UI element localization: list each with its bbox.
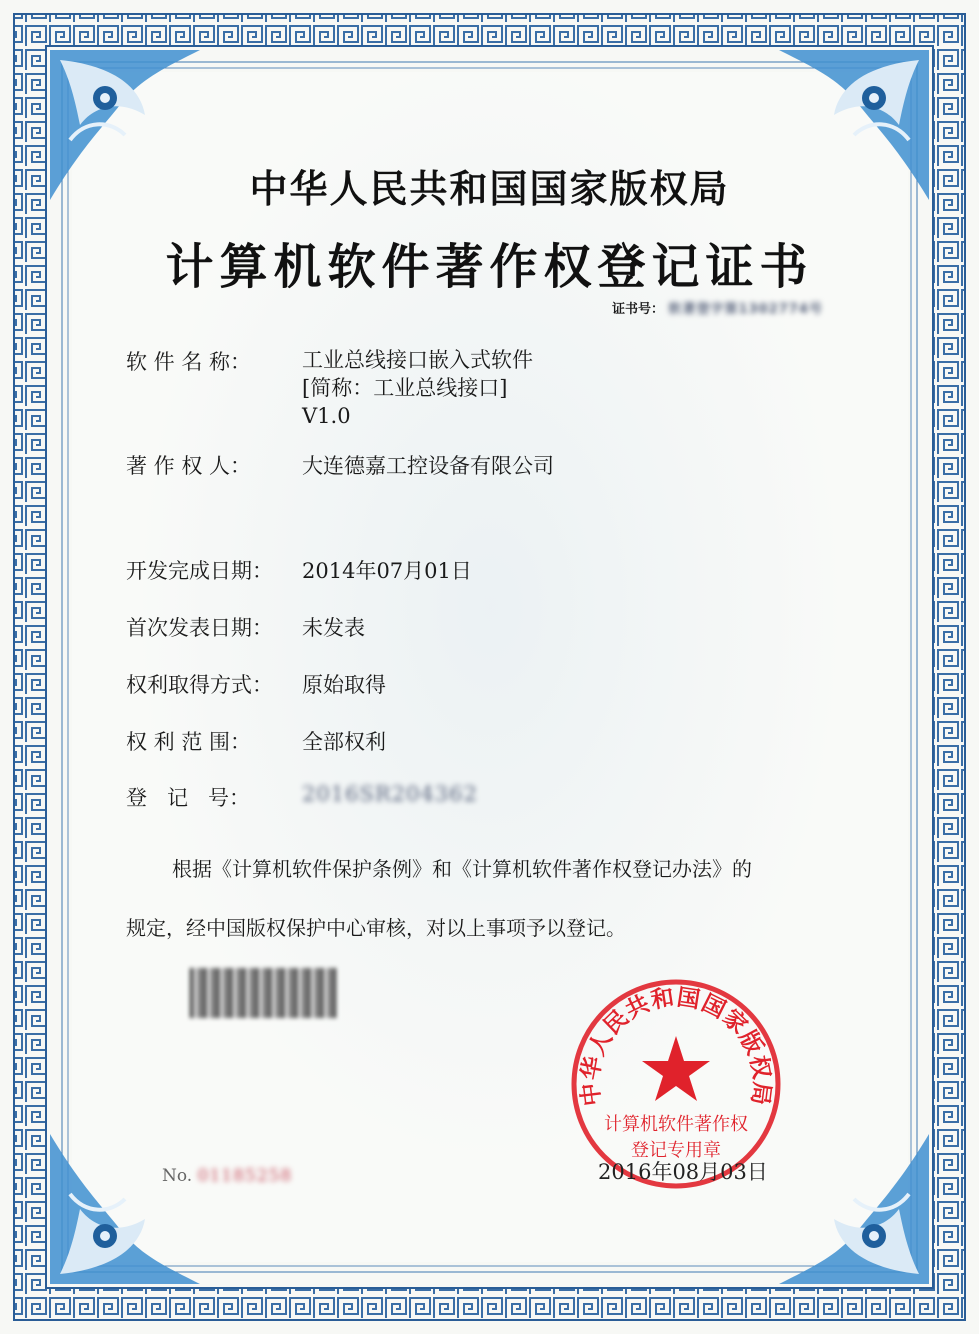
issue-date: 2016年08月03日 [598,1160,768,1184]
field-acquisition-method [126,669,386,699]
field-label: 权利取得方式： [126,673,273,697]
certificate-number [612,298,823,317]
field-first-publication-date [126,612,365,642]
certificate-number-value: 软著登字第1302774号 [668,302,823,317]
statement-line-1: 根据《计算机软件保护条例》和《计算机软件著作权登记办法》的 [172,857,752,881]
completion-date: 2014年07月01日 [302,559,472,583]
field-label: 著 作 权 人： [126,454,252,478]
first-publication-date: 未发表 [302,616,365,640]
certificate-title: 计算机软件著作权登记证书 [165,239,814,295]
software-version: V1.0 [302,404,351,428]
certificate-number-label: 证书号： [612,302,665,317]
field-software-name [126,346,533,430]
field-label: 首次发表日期： [126,616,273,640]
field-completion-date [126,555,472,585]
field-rights-scope [126,726,386,756]
field-label: 软 件 名 称： [126,350,252,374]
registration-number: 2016SR204362 [302,782,478,806]
acquisition-method: 原始取得 [302,673,386,697]
field-label: 开发完成日期： [126,559,273,583]
field-copyright-owner [126,450,554,480]
software-name: 工业总线接口嵌入式软件 [302,348,533,372]
serial-prefix: No. [162,1166,193,1186]
statement-line-2: 规定，经中国版权保护中心审核，对以上事项予以登记。 [126,916,626,940]
issuer-heading: 中华人民共和国国家版权局 [249,167,730,211]
rights-scope: 全部权利 [302,730,386,754]
corner-ornament-bottom-left [50,1134,200,1284]
software-short-name: [简称：工业总线接口] [302,376,508,400]
serial-number [162,1166,292,1186]
corner-ornament-bottom-right [779,1134,929,1284]
copyright-owner: 大连德嘉工控设备有限公司 [302,454,554,478]
seal-inner-line-1: 计算机软件著作权 [604,1114,748,1135]
barcode [190,968,336,1018]
field-label: 登 记 号： [126,786,251,810]
field-registration-number [126,782,478,812]
serial-value: 01185258 [197,1166,293,1186]
seal-inner-line-2: 登记专用章 [631,1140,721,1161]
seal-outer-text: 中华人民共和国国家版权局 [577,984,775,1108]
field-label: 权 利 范 围： [126,730,252,754]
seal-star-icon [642,1036,710,1101]
